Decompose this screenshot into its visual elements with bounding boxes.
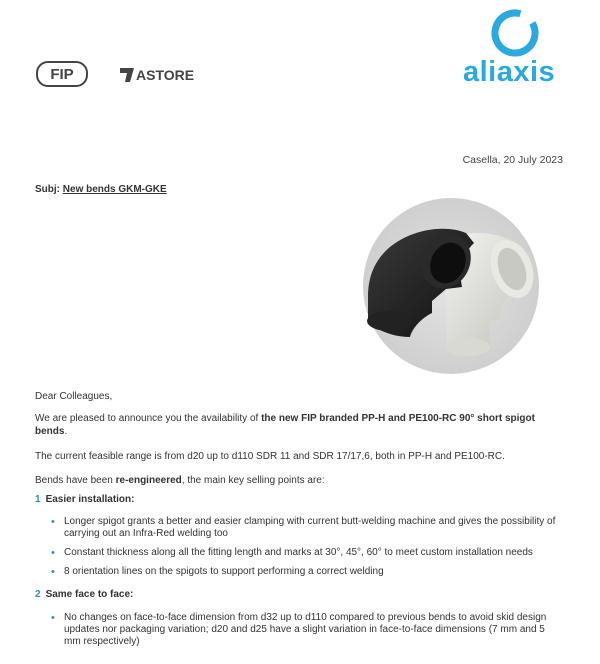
section-2-title (35, 589, 133, 600)
subject-text: New bends GKM-GKE (62, 184, 167, 195)
list-item: • Longer spigot grants a better and easier clamping with current butt-welding machine and gives the possibility of carrying out an Infra-Red welding too (44, 516, 564, 540)
aliaxis-logo-text: aliaxis (463, 56, 556, 88)
fip-logo (36, 61, 88, 87)
section-2-label: Same face to face: (45, 589, 134, 600)
reeng-end: , the main key selling points are: (181, 475, 325, 486)
reeng-bold: re-engineered (115, 475, 182, 486)
section-1-label: Easier installation: (45, 494, 135, 505)
fip-logo-text: FIP (50, 66, 74, 83)
section-2-number: 2 (35, 589, 41, 600)
list-item: • 8 orientation lines on the spigots to support performing a correct welding (44, 566, 564, 578)
list-item: • Constant thickness along all the fitting length and marks at 30°, 45°, 60° to meet custom installation needs (44, 547, 564, 559)
list-item: • No changes on face-to-face dimension from d32 up to d110 compared to previous bends to avoid skid design updates nor packaging variation; d20 and d25 have a slight variation in face-to-face dimensions (7 mm and 5 mm respectively) (44, 612, 564, 648)
range-paragraph: The current feasible range is from d20 up to d110 SDR 11 and SDR 17/17,6, both in PP-H and PE100-RC. (35, 451, 505, 462)
astore-logo (120, 66, 204, 84)
subject-prefix: Subj: (35, 184, 60, 195)
reengineered-paragraph (35, 474, 575, 487)
subject-line (35, 184, 167, 195)
intro-paragraph (35, 412, 555, 438)
letter-date: Casella, 20 July 2023 (462, 154, 563, 166)
section-1-bullets (44, 516, 564, 586)
intro-end: . (64, 426, 68, 437)
intro-plain: We are pleased to announce you the availability of (35, 413, 262, 424)
intro-bold: the new FIP branded PP-H and PE100-RC 90° short spigot bends (35, 413, 535, 437)
greeting: Dear Colleagues, (35, 391, 113, 402)
section-1-number: 1 (35, 494, 41, 505)
reeng-plain: Bends have been (35, 475, 116, 486)
section-1-title (35, 494, 134, 505)
section-2-bullets (44, 612, 564, 656)
product-photo (362, 197, 540, 375)
astore-logo-text: ASTORE (136, 67, 195, 83)
